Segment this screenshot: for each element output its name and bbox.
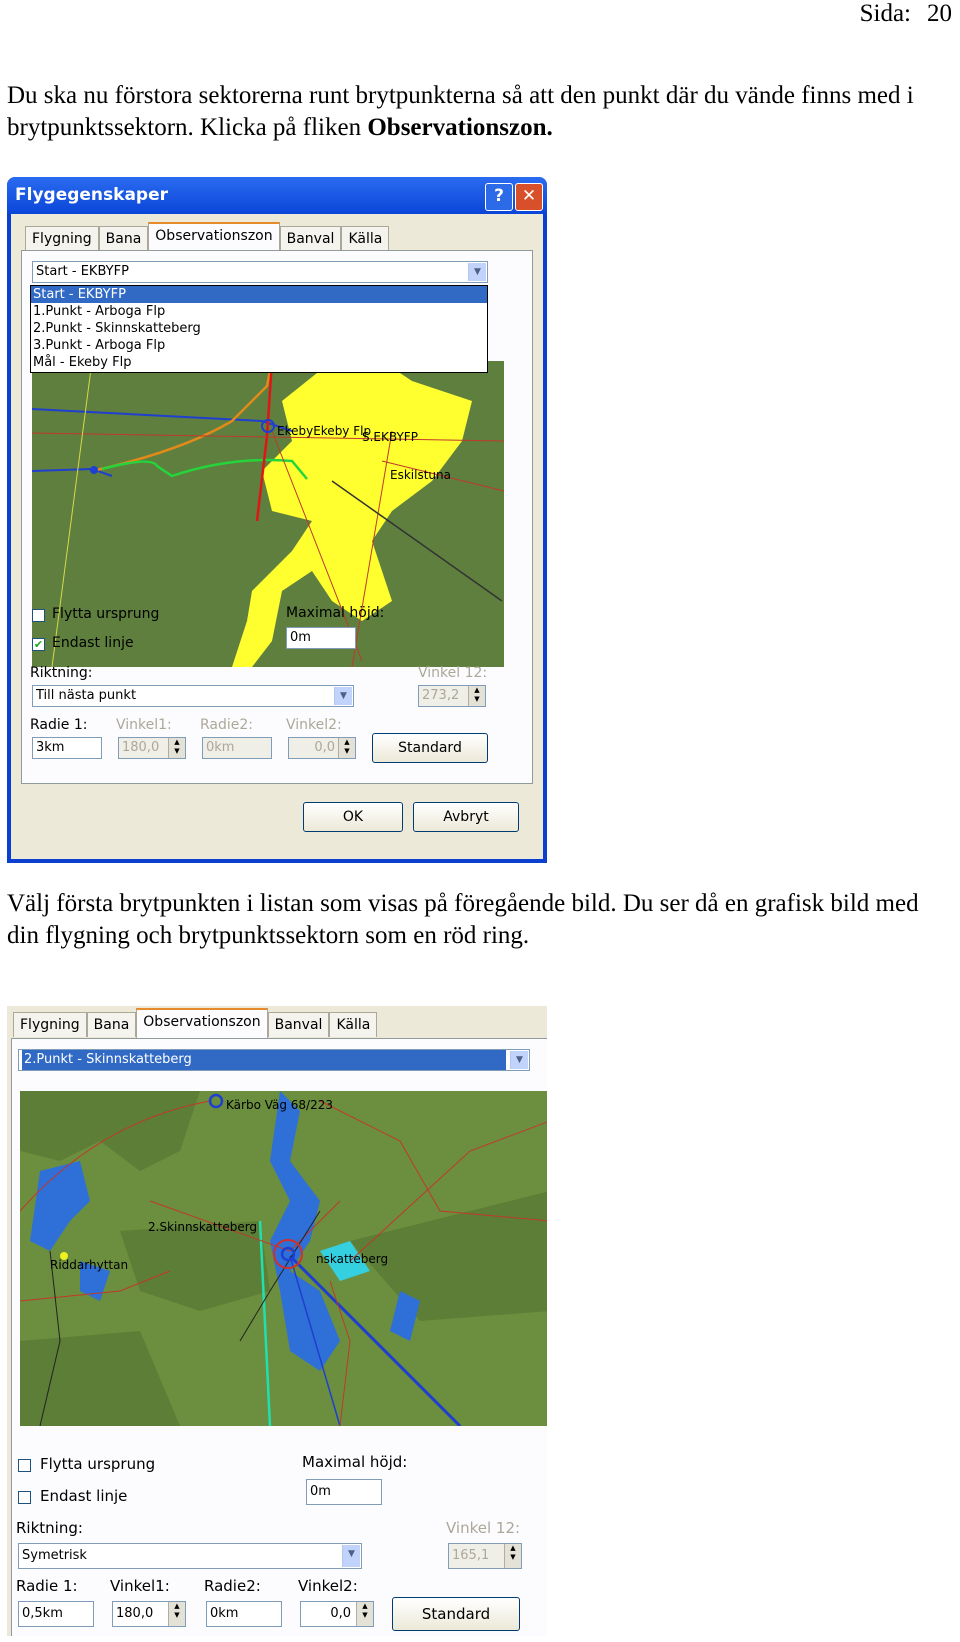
vinkel1-label: Vinkel1: bbox=[116, 717, 172, 733]
vinkel1-label: Vinkel1: bbox=[110, 1577, 170, 1595]
vinkel2-input bbox=[288, 737, 356, 759]
radie2-input: 0km bbox=[202, 737, 272, 759]
vinkel2-value: 0,0 bbox=[314, 740, 335, 755]
vinkel1-value: 180,0 bbox=[122, 740, 160, 755]
riktning-value: Till nästa punkt bbox=[36, 688, 137, 703]
vinkel2-value: 0,0 bbox=[330, 1606, 351, 1621]
list-item[interactable]: 1.Punkt - Arboga Flp bbox=[33, 304, 166, 319]
instruction-paragraph-2: Välj första brytpunkten i listan som visas på föregående bild. Du ser då en grafisk bild med din flygning och brytpunktssektorn som en röd ring. bbox=[7, 890, 919, 949]
flytta-label: Flytta ursprung bbox=[40, 1455, 156, 1473]
chevron-down-icon[interactable]: ▼ bbox=[468, 263, 486, 281]
radie1-label: Radie 1: bbox=[30, 717, 88, 733]
spinner-icon: ▲ ▼ bbox=[468, 686, 485, 706]
avbryt-button[interactable]: Avbryt bbox=[413, 802, 519, 832]
map-label-eskilstuna: Eskilstuna bbox=[390, 468, 451, 482]
page-label: Sida: bbox=[859, 0, 911, 27]
radie1-label: Radie 1: bbox=[16, 1577, 78, 1595]
map-graphic bbox=[20, 1091, 547, 1426]
vinkel12-label: Vinkel 12: bbox=[418, 665, 488, 681]
vinkel12-value: 273,2 bbox=[422, 688, 460, 703]
tab-banval[interactable]: Banval bbox=[280, 226, 342, 251]
radie2-label: Radie2: bbox=[204, 1577, 261, 1595]
max-hojd-label: Maximal höjd: bbox=[286, 605, 385, 621]
close-button[interactable]: ✕ bbox=[515, 183, 543, 211]
tab-panel bbox=[11, 1038, 547, 1636]
dialog-titlebar bbox=[7, 177, 547, 214]
vinkel2-input[interactable] bbox=[300, 1601, 374, 1627]
tab-kalla[interactable]: Källa bbox=[329, 1012, 377, 1037]
endast-label: Endast linje bbox=[52, 635, 134, 651]
flytta-checkbox[interactable] bbox=[32, 609, 45, 622]
instruction-paragraph-1 bbox=[7, 80, 947, 144]
list-item[interactable]: 2.Punkt - Skinnskatteberg bbox=[33, 321, 201, 336]
radie2-label: Radie2: bbox=[200, 717, 254, 733]
dialog-title: Flygegenskaper bbox=[15, 185, 168, 205]
list-item[interactable]: 3.Punkt - Arboga Flp bbox=[33, 338, 166, 353]
spinner-icon[interactable]: ▲ ▼ bbox=[356, 1602, 373, 1626]
list-item[interactable]: Start - EKBYFP bbox=[31, 286, 487, 303]
map-label-karbo: Kärbo Väg 68/223 bbox=[226, 1098, 333, 1112]
help-button[interactable]: ? bbox=[485, 183, 513, 211]
standard-button[interactable]: Standard bbox=[372, 733, 488, 763]
map-label-nskatteberg: nskatteberg bbox=[316, 1252, 389, 1266]
radie2-input[interactable]: 0km bbox=[206, 1601, 282, 1627]
map-view[interactable] bbox=[20, 1091, 547, 1426]
riktning-select[interactable] bbox=[18, 1543, 362, 1569]
chevron-down-icon[interactable]: ▼ bbox=[334, 687, 352, 705]
map-label-ekbyfp: S.EKBYFP bbox=[362, 430, 418, 444]
point-select[interactable] bbox=[32, 261, 488, 283]
vinkel2-label: Vinkel2: bbox=[286, 717, 342, 733]
vinkel2-label: Vinkel2: bbox=[298, 1577, 358, 1595]
riktning-label: Riktning: bbox=[16, 1519, 83, 1537]
tab-kalla[interactable]: Källa bbox=[341, 226, 389, 251]
riktning-select[interactable] bbox=[32, 685, 354, 707]
radie1-input[interactable]: 0,5km bbox=[18, 1601, 94, 1627]
flytta-checkbox[interactable] bbox=[18, 1459, 31, 1472]
spinner-icon: ▲ ▼ bbox=[338, 738, 355, 758]
chevron-down-icon[interactable]: ▼ bbox=[342, 1545, 360, 1567]
tab-flygning[interactable]: Flygning bbox=[25, 226, 99, 251]
dialog-client bbox=[11, 214, 543, 859]
vinkel1-value: 180,0 bbox=[116, 1606, 154, 1621]
point-select-value: Start - EKBYFP bbox=[36, 264, 129, 279]
point-select[interactable] bbox=[18, 1049, 530, 1071]
list-item[interactable]: Mål - Ekeby Flp bbox=[33, 355, 132, 370]
chevron-down-icon[interactable]: ▼ bbox=[510, 1051, 528, 1069]
instruction-text: Du ska nu förstora sektorerna runt brytpunkterna så att den punkt där du vände finns med i brytpunktssektorn. Klicka på fliken bbox=[7, 82, 914, 141]
tab-bana[interactable]: Bana bbox=[87, 1012, 137, 1037]
tab-bana[interactable]: Bana bbox=[99, 226, 149, 251]
map-label-skinnskatteberg: 2.Skinnskatteberg bbox=[148, 1220, 258, 1234]
endast-checkbox[interactable] bbox=[18, 1491, 31, 1504]
endast-label: Endast linje bbox=[40, 1487, 128, 1505]
tab-observationszon[interactable]: Observationszon bbox=[148, 222, 279, 252]
spinner-icon: ▲ ▼ bbox=[504, 1544, 521, 1568]
dialog-cropped bbox=[7, 1006, 547, 1636]
ok-button[interactable]: OK bbox=[303, 802, 403, 832]
standard-button[interactable]: Standard bbox=[392, 1597, 520, 1631]
radie1-input[interactable]: 3km bbox=[32, 737, 102, 759]
vinkel12-input bbox=[418, 685, 486, 707]
riktning-value: Symetrisk bbox=[22, 1548, 87, 1563]
point-list[interactable] bbox=[30, 285, 488, 373]
flytta-label: Flytta ursprung bbox=[52, 606, 160, 622]
instruction-bold: Observationszon. bbox=[367, 114, 553, 141]
vinkel1-input[interactable] bbox=[112, 1601, 186, 1627]
vinkel1-input bbox=[118, 737, 186, 759]
vinkel12-value: 165,1 bbox=[452, 1548, 490, 1563]
vinkel12-input bbox=[448, 1543, 522, 1569]
max-hojd-input[interactable]: 0m bbox=[286, 627, 356, 649]
point-select-value: 2.Punkt - Skinnskatteberg bbox=[22, 1050, 506, 1070]
tab-bar bbox=[25, 224, 389, 250]
max-hojd-label: Maximal höjd: bbox=[302, 1453, 408, 1471]
page-header bbox=[860, 0, 952, 28]
page-number: 20 bbox=[927, 0, 952, 27]
vinkel12-label: Vinkel 12: bbox=[446, 1519, 521, 1537]
tab-banval[interactable]: Banval bbox=[268, 1012, 330, 1037]
map-label-riddarhyttan: Riddarhyttan bbox=[50, 1258, 129, 1272]
riktning-label: Riktning: bbox=[30, 665, 93, 681]
endast-checkbox[interactable]: ✔ bbox=[33, 638, 44, 651]
spinner-icon[interactable]: ▲ ▼ bbox=[168, 1602, 185, 1626]
tab-bar bbox=[13, 1010, 377, 1036]
tab-flygning[interactable]: Flygning bbox=[13, 1012, 87, 1037]
tab-observationszon[interactable]: Observationszon bbox=[136, 1008, 267, 1038]
dialog-flygegenskaper bbox=[7, 177, 547, 863]
tab-panel bbox=[21, 250, 533, 784]
map-label-ekeby: EkebyEkeby Flp bbox=[277, 424, 372, 438]
max-hojd-input[interactable]: 0m bbox=[306, 1479, 382, 1505]
spinner-icon: ▲ ▼ bbox=[168, 738, 185, 758]
